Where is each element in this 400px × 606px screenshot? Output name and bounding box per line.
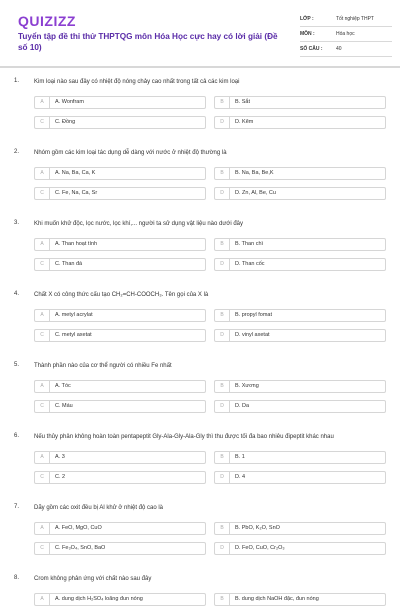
- option-text: B. Na, Ba, Be,K: [235, 170, 274, 176]
- option-letter-box: A: [35, 523, 50, 534]
- option-text: A. Tóc: [55, 383, 71, 389]
- option-text: A. dung dịch H₂SO₄ loãng đun nóng: [55, 596, 143, 602]
- answer-option-a[interactable]: [34, 380, 206, 393]
- option-letter-box: B: [215, 239, 230, 250]
- meta-row-subject: [300, 27, 392, 42]
- question-text: Khi muốn khử độc, lọc nước, lọc khí,... người ta sử dụng vật liệu nào dưới đây: [34, 221, 243, 227]
- answer-option-a[interactable]: [34, 309, 206, 322]
- option-text: D. vinyl axetat: [235, 332, 270, 338]
- answer-option-a[interactable]: [34, 96, 206, 109]
- answer-option-d[interactable]: [214, 471, 386, 484]
- option-text: D. Than cốc: [235, 261, 265, 267]
- option-letter-box: D: [215, 401, 230, 412]
- question-number: 6.: [14, 433, 20, 439]
- option-letter-box: B: [215, 381, 230, 392]
- option-text: C. Than đá: [55, 261, 83, 267]
- answer-option-d[interactable]: [214, 116, 386, 129]
- option-letter-box: D: [215, 117, 230, 128]
- option-letter-box: A: [35, 168, 50, 179]
- option-text: B. dung dịch NaOH đặc, đun nóng: [235, 596, 319, 602]
- answer-option-b[interactable]: [214, 451, 386, 464]
- option-letter-box: B: [215, 594, 230, 605]
- worksheet-header: [0, 0, 400, 70]
- option-text: B. PbO, K₂O, SnO: [235, 525, 280, 531]
- option-letter-box: B: [215, 310, 230, 321]
- answer-option-b[interactable]: [214, 238, 386, 251]
- answer-option-c[interactable]: [34, 329, 206, 342]
- option-text: C. Máu: [55, 403, 73, 409]
- option-letter-box: A: [35, 239, 50, 250]
- option-text: B. 1: [235, 454, 245, 460]
- worksheet-title: Tuyển tập đề thi thử THPTQG môn Hóa Học cực hay có lời giải (Đề số 10): [18, 32, 278, 52]
- option-text: C. 2: [55, 474, 66, 480]
- option-letter-box: D: [215, 543, 230, 554]
- answer-option-d[interactable]: [214, 187, 386, 200]
- answer-option-c[interactable]: [34, 258, 206, 271]
- question-text: Thành phần nào của cơ thể người có nhiều Fe nhất: [34, 363, 172, 369]
- option-letter-box: C: [35, 472, 50, 483]
- answer-option-b[interactable]: [214, 309, 386, 322]
- option-text: A. Than hoạt tính: [55, 241, 98, 247]
- meta-label: SỐ CÂU :: [300, 46, 323, 52]
- question-number: 4.: [14, 291, 20, 297]
- meta-table: [300, 12, 392, 57]
- option-letter-box: B: [215, 97, 230, 108]
- option-letter-box: C: [35, 543, 50, 554]
- option-text: D. Da: [235, 403, 250, 409]
- meta-value: Tốt nghiệp THPT: [336, 16, 374, 22]
- answer-option-b[interactable]: [214, 96, 386, 109]
- option-text: C. Fe, Na, Ca, Sr: [55, 190, 98, 196]
- option-letter-box: A: [35, 594, 50, 605]
- question-number: 3.: [14, 220, 20, 226]
- option-letter-box: A: [35, 310, 50, 321]
- option-text: C. Đồng: [55, 119, 76, 125]
- option-letter-box: B: [215, 168, 230, 179]
- option-letter-box: C: [35, 188, 50, 199]
- answer-option-a[interactable]: [34, 522, 206, 535]
- answer-option-b[interactable]: [214, 167, 386, 180]
- option-letter-box: A: [35, 97, 50, 108]
- question-text: Chất X có công thức cấu tạo CH₂=CH-COOCH₃. Tên gọi của X là: [34, 292, 209, 298]
- meta-value: Hóa học: [336, 31, 355, 37]
- answer-option-d[interactable]: [214, 329, 386, 342]
- option-text: A. 3: [55, 454, 65, 460]
- option-text: B. propyl fomat: [235, 312, 272, 318]
- option-letter-box: C: [35, 401, 50, 412]
- answer-option-d[interactable]: [214, 542, 386, 555]
- option-text: D. FeO, CuO, Cr₂O₃: [235, 545, 285, 551]
- answer-option-c[interactable]: [34, 400, 206, 413]
- option-letter-box: C: [35, 259, 50, 270]
- option-text: A. FeO, MgO, CuO: [55, 525, 102, 531]
- option-text: B. Than chì: [235, 241, 264, 247]
- answer-option-d[interactable]: [214, 258, 386, 271]
- option-letter-box: D: [215, 472, 230, 483]
- answer-option-c[interactable]: [34, 542, 206, 555]
- question-number: 1.: [14, 78, 20, 84]
- option-text: A. Na, Ba, Ca, K: [55, 170, 96, 176]
- answer-option-a[interactable]: [34, 238, 206, 251]
- meta-label: LỚP :: [300, 16, 314, 22]
- option-text: D. Zn, Al, Be, Cu: [235, 190, 276, 196]
- meta-row-class: [300, 12, 392, 27]
- quizizz-logo: QUIZIZZ: [18, 13, 76, 29]
- question-text: Nếu thủy phân không hoàn toàn pentapeptit Gly-Ala-Gly-Ala-Gly thì thu được tối đa bao nhiêu đipeptit khác nhau: [34, 434, 334, 440]
- question-number: 5.: [14, 362, 20, 368]
- option-letter-box: D: [215, 188, 230, 199]
- meta-value: 40: [336, 46, 342, 52]
- option-text: C. Fe₃O₄, SnO, BaO: [55, 545, 106, 551]
- meta-label: MÔN :: [300, 31, 315, 37]
- answer-option-c[interactable]: [34, 116, 206, 129]
- answer-option-c[interactable]: [34, 187, 206, 200]
- question-text: Crom không phản ứng với chất nào sau đây: [34, 576, 152, 582]
- header-divider: [0, 66, 400, 68]
- question-text: Nhóm gồm các kim loại tác dụng dễ dàng với nước ở nhiệt độ thường là: [34, 150, 227, 156]
- answer-option-b[interactable]: [214, 522, 386, 535]
- option-letter-box: A: [35, 452, 50, 463]
- question-number: 2.: [14, 149, 20, 155]
- option-letter-box: C: [35, 117, 50, 128]
- option-text: B. Xương: [235, 383, 259, 389]
- question-text: Dãy gồm các oxit đều bị Al khử ở nhiệt độ cao là: [34, 505, 164, 511]
- option-letter-box: B: [215, 452, 230, 463]
- answer-option-b[interactable]: [214, 380, 386, 393]
- answer-option-a[interactable]: [34, 451, 206, 464]
- answer-option-a[interactable]: [34, 167, 206, 180]
- meta-row-count: [300, 42, 392, 57]
- option-letter-box: C: [35, 330, 50, 341]
- option-text: C. metyl axetat: [55, 332, 92, 338]
- answer-option-c[interactable]: [34, 471, 206, 484]
- answer-option-d[interactable]: [214, 400, 386, 413]
- option-letter-box: D: [215, 259, 230, 270]
- option-text: A. Wonfram: [55, 99, 84, 105]
- option-text: D. Kẽm: [235, 119, 254, 125]
- option-letter-box: A: [35, 381, 50, 392]
- option-text: B. Sắt: [235, 99, 250, 105]
- option-letter-box: D: [215, 330, 230, 341]
- option-text: D. 4: [235, 474, 246, 480]
- question-number: 8.: [14, 575, 20, 581]
- question-number: 7.: [14, 504, 20, 510]
- option-letter-box: B: [215, 523, 230, 534]
- question-text: Kim loại nào sau đây có nhiệt độ nóng chảy cao nhất trong tất cả các kim loại: [34, 79, 240, 85]
- option-text: A. metyl acrylat: [55, 312, 93, 318]
